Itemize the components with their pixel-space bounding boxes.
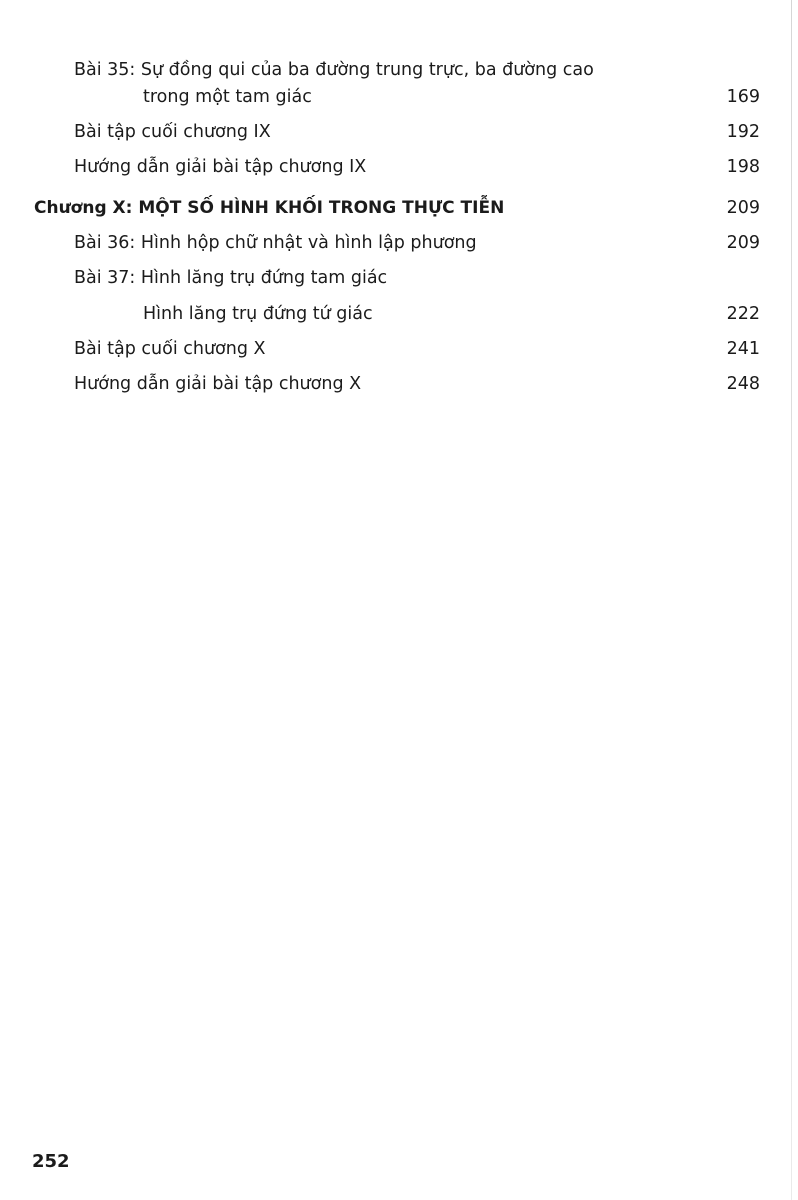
toc-page-lesson-36: 209 [726,233,760,253]
toc-page-exercises-ch10: 241 [726,339,760,359]
toc-entry-exercises-ch9: Bài tập cuối chương IX [74,122,271,142]
toc-page-solutions-ch9: 198 [726,157,760,177]
toc-page-lesson-37: 222 [726,304,760,324]
toc-chapter-10-title: Chương X: MỘT SỐ HÌNH KHỐI TRONG THỰC TIỄN [34,198,505,218]
toc-page-lesson-35: 169 [726,87,760,107]
toc-entry-lesson-37: Bài 37: Hình lăng trụ đứng tam giác [74,268,388,288]
toc-entry-lesson-35-continued: trong một tam giác [143,87,312,107]
toc-entry-lesson-35: Bài 35: Sự đồng qui của ba đường trung trực, ba đường cao [74,60,594,80]
toc-page-chapter-10: 209 [726,198,760,218]
toc-entry-lesson-36: Bài 36: Hình hộp chữ nhật và hình lập phương [74,233,477,253]
toc-page-exercises-ch9: 192 [726,122,760,142]
toc-entry-exercises-ch10: Bài tập cuối chương X [74,339,266,359]
page-number: 252 [32,1151,70,1172]
toc-entry-solutions-ch10: Hướng dẫn giải bài tập chương X [74,374,362,394]
page-edge [791,0,792,1200]
toc-entry-solutions-ch9: Hướng dẫn giải bài tập chương IX [74,157,367,177]
toc-page-solutions-ch10: 248 [726,374,760,394]
toc-entry-lesson-37-continued: Hình lăng trụ đứng tứ giác [143,304,373,324]
